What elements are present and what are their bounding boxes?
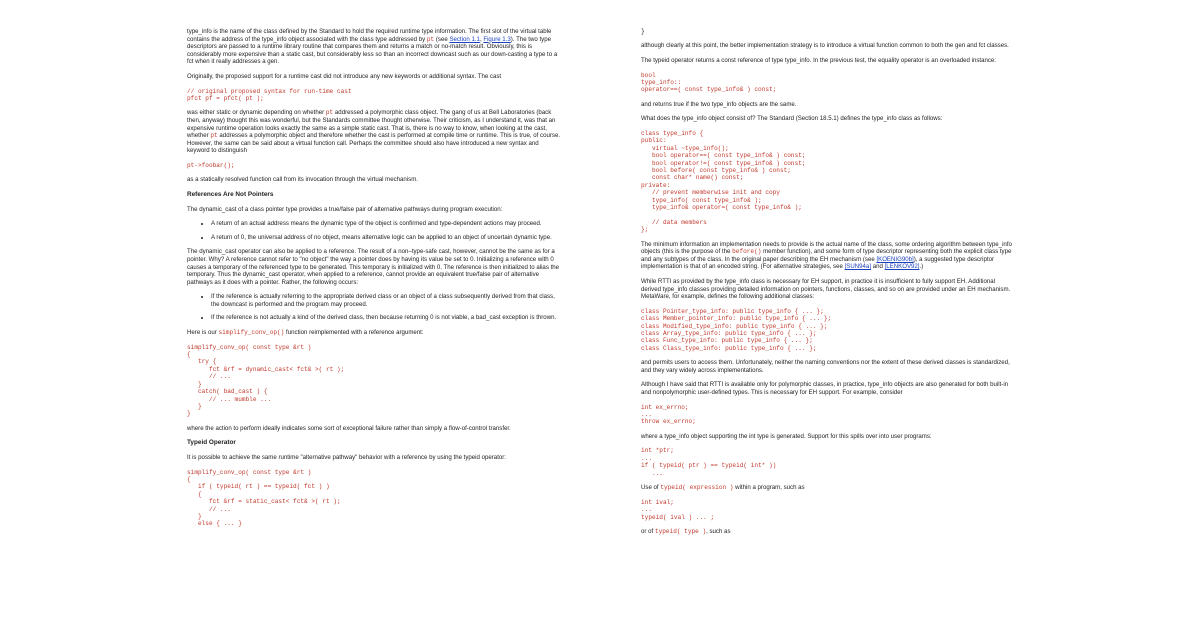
text: member function), and some form of type descriptor representing both the explicit class type and any subtypes of the class. In the original paper describing the EH mechanism (see: [641, 248, 1012, 263]
inline-code: pt: [426, 35, 435, 43]
code-block: int ex_errno; ... throw ex_errno;: [641, 403, 696, 426]
inline-code: simplify_conv_op(): [218, 329, 285, 337]
text: , such as: [706, 527, 731, 535]
paragraph: While RTTI as provided by the type_info class is necessary for EH support, in practice it is insufficient to fully support EH. Additional derived type_info classes providing detailed information on pointers, functions, classes, and so on are provided under an EH mechanism. MetaWare, for example, defines the following additional classes:: [641, 278, 1011, 301]
paragraph: as a statically resolved function call from its invocation through the virtual mechanism.: [187, 176, 418, 184]
text: or of: [641, 527, 654, 535]
section-heading: References Are Not Pointers: [187, 190, 274, 198]
text: The minimum information an implementation needs to provide is the actual name of the class, some ordering algorithm between type_info objects (this is the purpose of the: [641, 240, 1012, 256]
paragraph: [641, 241, 1014, 271]
list-item: • If the reference is actually referring to the appropriate derived class or an object of a class subsequently derived from that class, the downcast is performed and the program may proceed.: [211, 293, 562, 308]
code-block: }: [641, 28, 645, 35]
bullet-list: [187, 293, 562, 322]
citation-link[interactable]: [SUN94a]: [844, 263, 872, 271]
paragraph: [187, 109, 562, 155]
text: ), a suggested type descriptor implementation is that of an encoded string. (For alternative strategies, see: [641, 255, 994, 271]
text: addresses a polymorphic object and therefore whether the cast is performed at compile time or runtime. This is true, of course. However, the same can be said about a virtual function call. Perhaps the committee should also have introduced a new syntax and keyword to distinguish: [187, 132, 561, 155]
paragraph: although clearly at this point, the better implementation strategy is to introduce a virtual function common to both the gen and fct classes.: [641, 42, 1009, 50]
paragraph: [187, 329, 562, 337]
code-block: simplify_conv_op( const type &rt ) { try { fct &rf = dynamic_cast< fct& >( rt ); // ... } catch( bad_cast ) { // ... mumble ... } }: [187, 343, 345, 418]
paragraph: It is possible to achieve the same runtime "alternative pathway" behavior with a reference by using the typeid operator:: [187, 453, 507, 461]
section-link[interactable]: Section 1.1: [449, 35, 480, 43]
list-item: • A return of 0, the universal address of no object, means alternative logic can be applied to an object of uncertain dynamic type.: [211, 234, 562, 242]
text: was either static or dynamic depending on whether: [187, 109, 325, 117]
section-heading: Typeid Operator: [187, 439, 236, 447]
text: Here is our: [187, 329, 217, 337]
code-block: pt->foobar();: [187, 161, 235, 169]
paragraph: [641, 484, 1014, 492]
paragraph: [641, 528, 1014, 536]
paragraph: Originally, the proposed support for a runtime cast did not introduce any new keywords or additional syntax. The cast: [187, 72, 502, 80]
code-block: // original proposed syntax for run-time cast pfct pf = pfct( pt );: [187, 87, 352, 102]
inline-code: typeid( type ): [654, 527, 707, 535]
inline-code: typeid( expression ): [660, 484, 734, 492]
text: ,: [479, 35, 482, 43]
bullet-list: [187, 220, 562, 241]
list-item: • A return of an actual address means the dynamic type of the object is confirmed and type-dependent actions may proceed.: [211, 220, 562, 228]
citation-link[interactable]: [LENKOV92]: [884, 263, 920, 271]
paragraph: where a type_info object supporting the int type is generated. Support for this spills over into user programs:: [641, 432, 932, 440]
paragraph: [187, 28, 562, 66]
inline-code: pt: [325, 109, 334, 117]
list-item: • If the reference is not actually a kind of the derived class, then because returning 0 is not viable, a bad_cast exception is thrown.: [211, 314, 562, 322]
left-column: [187, 28, 562, 535]
paragraph: The dynamic_cast of a class pointer type provides a true/false pair of alternative pathways during program execution:: [187, 205, 503, 213]
text: addressed a polymorphic class object. The gang of us at Bell Laboratories (back then, anyway) thought this was wonderful, but the Standards committee thought otherwise. Their criticism, as I understand it, was that an expensive runtime operation looks exactly the same as a simple static cast. That is, there is no way to know, when looking at the cast, whether: [187, 109, 556, 140]
text: (see: [435, 35, 448, 43]
paragraph: Although I have said that RTTI is available only for polymorphic classes, in practice, type_info objects are also generated for both built-in and nonpolymorphic user-defined types. This is necessary for EH support. For example, consider: [641, 381, 1009, 397]
inline-code: pt: [210, 132, 218, 140]
text: Use of: [641, 484, 659, 492]
code-block: bool type_info:: operator==( const type_info& ) const;: [641, 71, 777, 94]
code-block: simplify_conv_op( const type &rt ) { if ( typeid( rt ) == typeid( fct ) ) { fct &rf = static_cast< fct& >( rt ); // ... } else { ... }: [187, 468, 341, 528]
paragraph: and returns true if the two type_info objects are the same.: [641, 100, 797, 108]
citation-link[interactable]: [KOENIG90b]: [876, 255, 914, 263]
figure-link[interactable]: Figure 1.3: [483, 35, 511, 43]
code-block: class Pointer_type_info: public type_info { ... }; class Member_pointer_info: public type_info { ... }; class Modified_type_info: public type_info { ... }; class Array_type_info: public type_info { ... }; class Func_type_info: public type_info { ... }; class Class_type_info: public type_info { ... };: [641, 307, 832, 352]
text: .): [919, 263, 924, 271]
paragraph: where the action to perform ideally indicates some sort of exceptional failure rather than simply a flow-of-control transfer.: [187, 424, 511, 432]
paragraph: The typeid operator returns a const reference of type type_info. In the previous test, the equality operator is an overloaded instance:: [641, 57, 997, 64]
text: within a program, such as: [735, 484, 805, 492]
right-column: [641, 28, 1014, 543]
paragraph: What does the type_info object consist of? The Standard (Section 18.5.1) defines the type_info class as follows:: [641, 115, 943, 123]
paragraph: The dynamic_cast operator can also be applied to a reference. The result of a non–type-safe cast, however, cannot be the same as for a pointer. Why? A reference cannot refer to "no object" the way a pointer does by having its value be set to 0. Initializing a reference with 0 causes a temporary of the referenced type to be generated. This temporary is initialized with 0. The reference is then initialized to alias the temporary. Thus the dynamic_cast operator, when applied to a reference, cannot provide an equivalent true/false pair of alternative pathways as it does with a pointer. Rather, the following occurs:: [187, 248, 560, 286]
text: function reimplemented with a reference argument:: [286, 329, 424, 337]
text: type_info is the name of the class defined by the Standard to hold the required runtime type information. The first slot of the virtual table contains the address of the type_info object associated with the class type addressed by: [187, 28, 552, 43]
paragraph: and permits users to access them. Unfortunately, neither the naming conventions nor the extent of these derived classes is standardized, and they vary widely across implementations.: [641, 359, 1010, 374]
code-block: int ival; ... typeid( ival ) ... ;: [641, 498, 715, 521]
text: ). The two type descriptors are passed to a runtime library routine that compares them and returns a match or no-match result. Obviously, this is considerably more expensive than a static cast, but considerably less so than an incorrect downcast such as our down-casting a type to a fct when it really addresses a gen.: [187, 35, 558, 66]
code-block: int *ptr; ... if ( typeid( ptr ) == typeid( int* )) ...: [641, 447, 777, 477]
code-block: class type_info { public: virtual ~type_info(); bool operator==( const type_info& ) const; bool operator!=( const type_info& ) const; bool before( const type_info& ) const; const char* name() const; private: // prevent memberwise init and copy type_info( const type_info& ); type_info& operator=( const type_info& ); // data members };: [641, 130, 806, 234]
text: and: [872, 263, 883, 271]
inline-code: before(): [732, 248, 762, 256]
